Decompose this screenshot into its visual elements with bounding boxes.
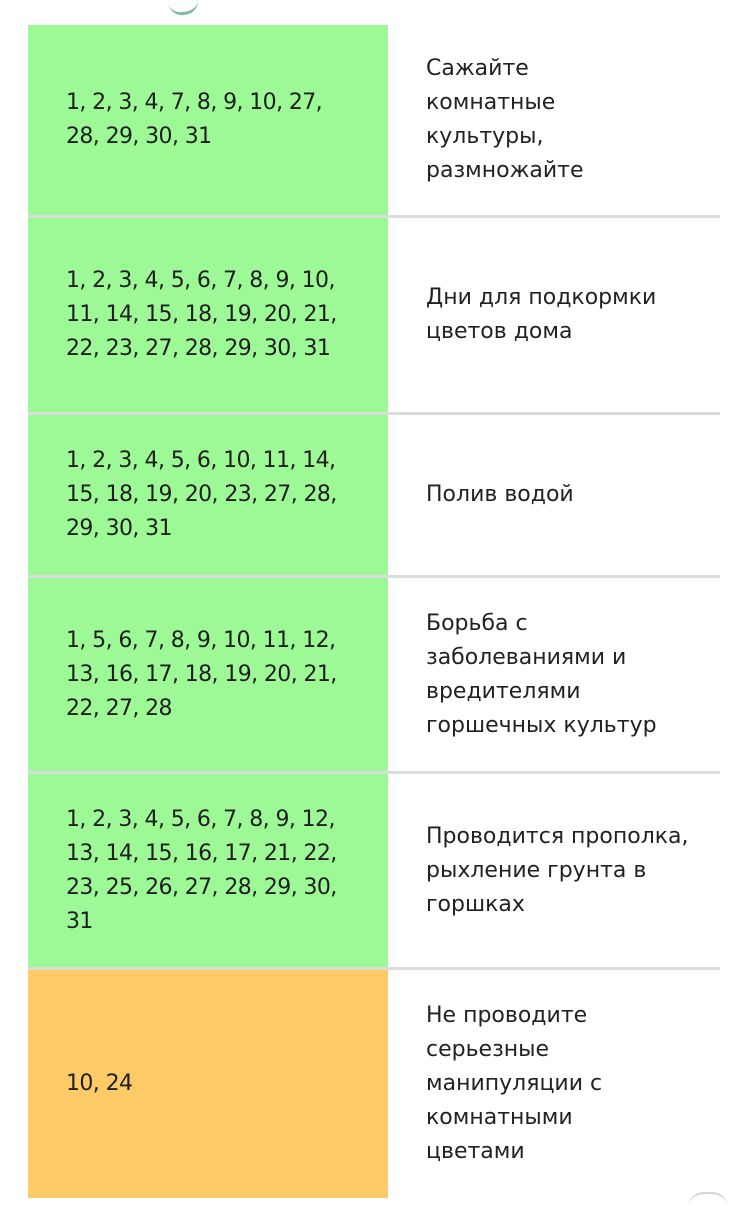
calendar-table xyxy=(28,25,720,1198)
description-cell xyxy=(388,970,720,1198)
days-cell xyxy=(28,970,388,1198)
days-cell xyxy=(28,415,388,575)
days-cell xyxy=(28,578,388,771)
description-text: Полив водой xyxy=(426,482,574,507)
description-cell xyxy=(388,774,720,967)
description-cell xyxy=(388,25,720,215)
description-cell xyxy=(388,415,720,575)
days-cell xyxy=(28,25,388,215)
table-row xyxy=(28,774,720,970)
table-row xyxy=(28,970,720,1198)
days-text: 1, 2, 3, 4, 7, 8, 9, 10, 27, 28, 29, 30, 31 xyxy=(66,90,323,149)
days-text: 10, 24 xyxy=(66,1071,133,1096)
corner-fragment xyxy=(688,1192,728,1208)
description-cell xyxy=(388,218,720,412)
description-text: Дни для подкормки цветов дома xyxy=(426,285,657,344)
description-text: Сажайте комнатные культуры, размножайте xyxy=(426,56,584,183)
description-text: Не проводите серьезные манипуляции с комнатными цветами xyxy=(426,1003,603,1164)
table-row xyxy=(28,218,720,415)
days-text: 1, 2, 3, 4, 5, 6, 10, 11, 14, 15, 18, 19, 20, 23, 27, 28, 29, 30, 31 xyxy=(66,448,337,541)
days-text: 1, 2, 3, 4, 5, 6, 7, 8, 9, 10, 11, 14, 15, 18, 19, 20, 21, 22, 23, 27, 28, 29, 30, 31 xyxy=(66,268,337,361)
heading-fragment xyxy=(166,0,200,17)
table-row xyxy=(28,578,720,774)
days-text: 1, 2, 3, 4, 5, 6, 7, 8, 9, 12, 13, 14, 15, 16, 17, 21, 22, 23, 25, 26, 27, 28, 29, 30, 31 xyxy=(66,806,337,934)
description-text: Борьба с заболеваниями и вредителями горшечных культур xyxy=(426,610,657,738)
description-cell xyxy=(388,578,720,771)
table-row xyxy=(28,415,720,578)
days-text: 1, 5, 6, 7, 8, 9, 10, 11, 12, 13, 16, 17, 18, 19, 20, 21, 22, 27, 28 xyxy=(66,627,337,721)
description-text: Проводится прополка, рыхление грунта в горшках xyxy=(426,823,689,917)
days-cell xyxy=(28,218,388,412)
table-row xyxy=(28,25,720,218)
days-cell xyxy=(28,774,388,967)
